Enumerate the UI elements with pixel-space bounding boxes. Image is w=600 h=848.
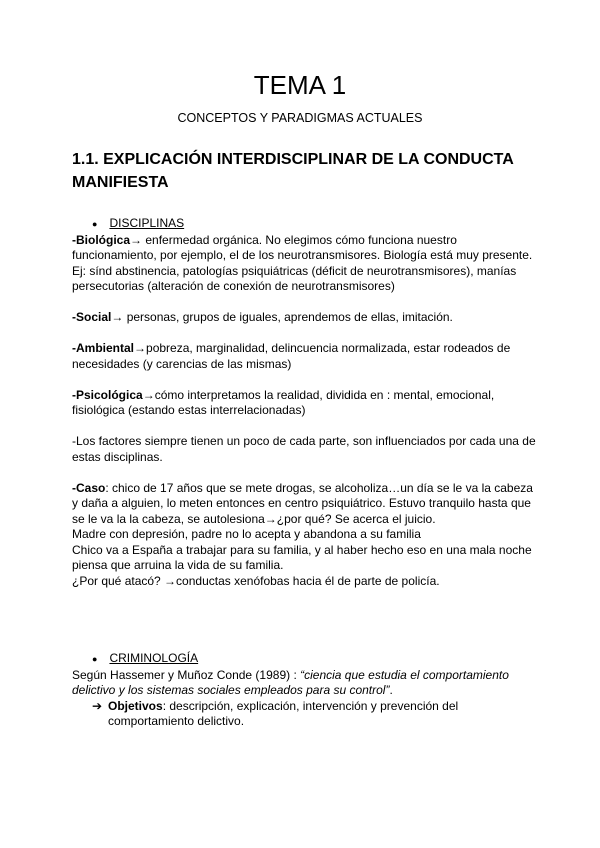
paragraph-social: [72, 310, 542, 326]
section-heading: 1.1. EXPLICACIÓN INTERDISCIPLINAR DE LA CONDUCTA MANIFIESTA: [72, 151, 514, 191]
objetivos-label: Objetivos: [108, 698, 163, 713]
psicologica-text: →cómo interpretamos la realidad, dividida en : mental, emocional, fisiológica (estando estas interrelacionadas): [72, 387, 495, 417]
definicion-quote: “ciencia que estudia el comportamiento delictivo y los sistemas sociales empleados para su control”: [72, 667, 509, 697]
ambiental-text: →pobreza, marginalidad, delincuencia normalizada, estar rodeados de necesidades (y carencias de las mismas): [72, 341, 511, 371]
disciplinas-label: DISCIPLINAS: [109, 216, 185, 230]
document-body: [72, 216, 542, 730]
paragraph-caso-line3: Chico va a España a trabajar para su familia, y al haber hecho eso en una mala noche piensa que arruina la vida de su familia.: [72, 542, 532, 572]
objetivos-text-block: [108, 699, 542, 730]
paragraph-caso: [72, 481, 542, 528]
arrow-right-icon: ➔: [92, 698, 103, 713]
paragraph-caso-line2: Madre con depresión, padre no lo acepta y abandona a su familia: [72, 527, 421, 541]
ambiental-label: -Ambiental: [72, 341, 135, 355]
biologica-text: → enfermedad orgánica. No elegimos cómo funciona nuestro funcionamiento, por ejemplo, el de los neurotransmisores. Biología está muy presente.: [72, 232, 533, 262]
paragraph-factores: -Los factores siempre tienen un poco de cada parte, son influenciados por cada una de estas disciplinas.: [72, 434, 536, 464]
social-text: → personas, grupos de iguales, aprendemos de ellas, imitación.: [111, 310, 453, 324]
page-subtitle: CONCEPTOS Y PARADIGMAS ACTUALES: [177, 111, 423, 125]
bullet-icon: ●: [92, 219, 98, 229]
definicion-suffix: .: [389, 683, 393, 697]
paragraph-biologica-ej: Ej: sínd abstinencia, patologías psiquiátricas (déficit de neurotransmisores), manías persecutorias (alteración de conexión de neurotransmisores): [72, 263, 517, 293]
paragraph-caso-line4: ¿Por qué atacó? →conductas xenófobas hacia él de parte de policía.: [72, 573, 440, 588]
objetivos-item: [92, 699, 542, 730]
paragraph-ambiental: [72, 341, 542, 372]
social-label: -Social: [72, 310, 112, 324]
page-title: TEMA 1: [253, 70, 347, 100]
caso-text: : chico de 17 años que se mete drogas, se alcoholiza…un día se le va la cabeza y daña a alguien, lo meten entonces en centro psiquiátrico. Estuvo tranquilo hasta que se le va la la cabeza, se autolesiona→¿por qué? Se acerca el juicio.: [72, 480, 533, 526]
bullet-criminologia: [92, 651, 542, 668]
paragraph-psicologica: [72, 388, 542, 419]
bullet-icon: ●: [92, 654, 98, 664]
bullet-disciplinas: [92, 216, 542, 233]
definicion-prefix: Según Hassemer y Muñoz Conde (1989) :: [72, 667, 301, 682]
biologica-label: -Biológica: [72, 232, 131, 247]
objetivos-text: : descripción, explicación, intervención y prevención del comportamiento delictivo.: [108, 698, 459, 728]
psicologica-label: -Psicológica: [72, 387, 143, 402]
paragraph-definicion: [72, 668, 542, 699]
caso-label: -Caso: [72, 480, 106, 495]
paragraph-biologica: [72, 233, 542, 264]
criminologia-label: CRIMINOLOGÍA: [109, 651, 199, 665]
